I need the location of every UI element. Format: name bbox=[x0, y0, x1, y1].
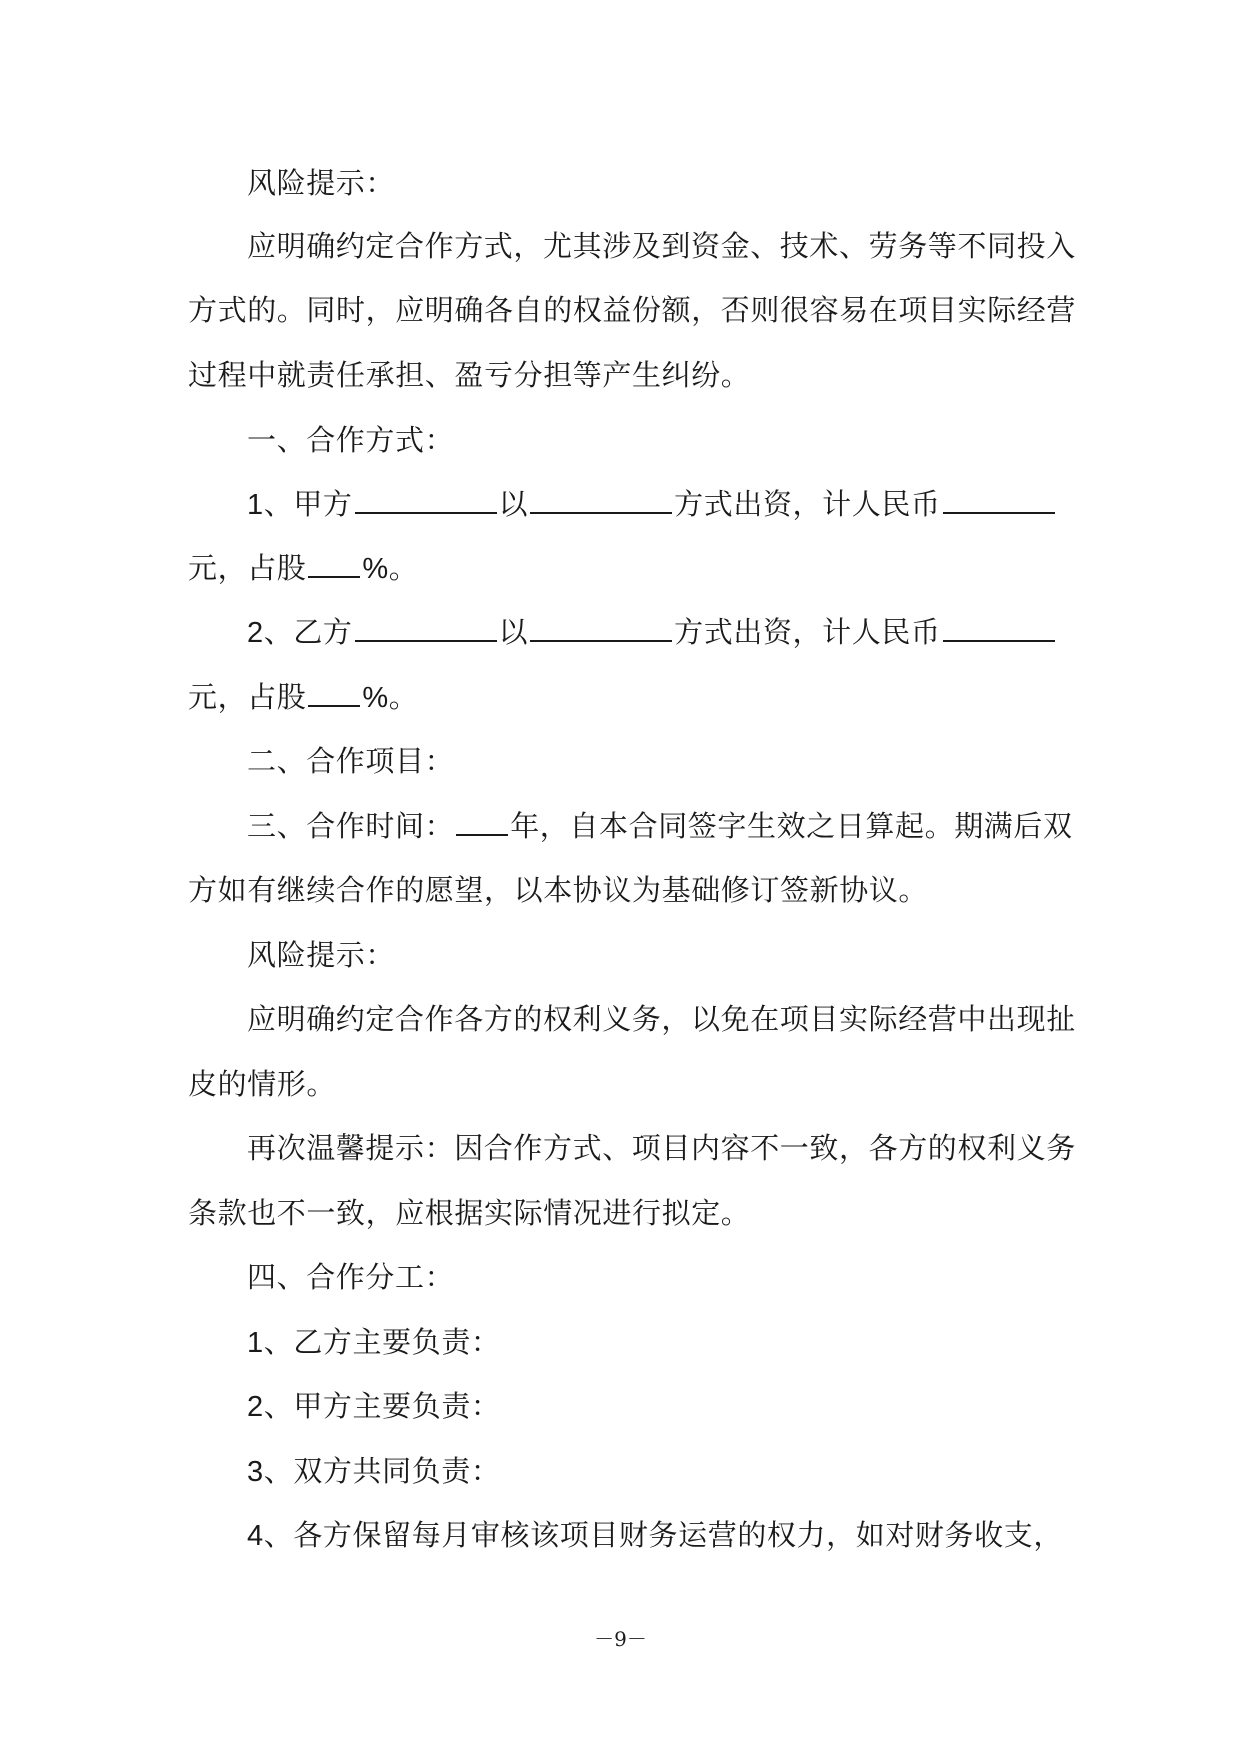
clause-text: 、乙方 bbox=[263, 615, 353, 649]
list-item bbox=[247, 1451, 501, 1492]
list-item-number: 3 bbox=[247, 1456, 264, 1488]
blank-underline bbox=[308, 552, 360, 578]
clause-text: 以 bbox=[498, 615, 529, 649]
blank-underline bbox=[355, 488, 497, 514]
clause-text: 以 bbox=[498, 487, 529, 521]
paragraph-line: 应明确约定合作方式，尤其涉及到资金、技术、劳务等不同投入 bbox=[247, 229, 1076, 263]
blank-underline bbox=[355, 616, 497, 642]
list-item-number: 4 bbox=[247, 1520, 264, 1552]
list-item bbox=[247, 1515, 1063, 1556]
paragraph-line: 过程中就责任承担、盈亏分担等产生纠纷。 bbox=[188, 358, 751, 392]
clause-text: 年，自本合同签字生效之日算起。期满后双 bbox=[510, 809, 1073, 843]
clause-text: 、甲方 bbox=[263, 487, 353, 521]
risk-tip-heading: 风险提示： bbox=[247, 938, 396, 972]
list-item bbox=[247, 1386, 501, 1427]
clause-text: 方式出资，计人民币 bbox=[674, 615, 941, 649]
section-heading: 二、合作项目： bbox=[247, 744, 455, 778]
clause-line bbox=[247, 612, 1057, 653]
paragraph-line: 再次温馨提示：因合作方式、项目内容不一致，各方的权利义务 bbox=[247, 1131, 1076, 1165]
clause-number: 2 bbox=[247, 617, 264, 649]
blank-underline bbox=[943, 488, 1055, 514]
list-item-text: 、双方共同负责： bbox=[263, 1454, 501, 1488]
clause-text: %。 bbox=[362, 553, 419, 585]
paragraph-line: 条款也不一致，应根据实际情况进行拟定。 bbox=[188, 1196, 751, 1230]
list-item-text: 、甲方主要负责： bbox=[263, 1389, 501, 1423]
clause-text: %。 bbox=[362, 682, 419, 714]
clause-text: 元，占股 bbox=[188, 551, 307, 585]
page-number: －9－ bbox=[594, 1627, 647, 1651]
blank-underline bbox=[308, 681, 360, 707]
clause-number: 1 bbox=[247, 489, 264, 521]
paragraph-line: 方如有继续合作的愿望，以本协议为基础修订签新协议。 bbox=[188, 873, 929, 907]
list-item-text: 、各方保留每月审核该项目财务运营的权力，如对财务收支， bbox=[263, 1518, 1063, 1552]
clause-line bbox=[188, 548, 418, 589]
clause-line bbox=[247, 484, 1057, 525]
blank-underline bbox=[943, 616, 1055, 642]
blank-underline bbox=[456, 810, 508, 836]
blank-underline bbox=[530, 488, 672, 514]
section-heading: 一、合作方式： bbox=[247, 423, 455, 457]
paragraph-line: 皮的情形。 bbox=[188, 1067, 337, 1101]
risk-tip-heading: 风险提示： bbox=[247, 166, 396, 200]
section-heading: 四、合作分工： bbox=[247, 1260, 455, 1294]
clause-text: 三、合作时间： bbox=[247, 809, 455, 843]
clause-line bbox=[188, 677, 418, 718]
clause-text: 元，占股 bbox=[188, 680, 307, 714]
list-item-number: 1 bbox=[247, 1327, 264, 1359]
clause-text: 方式出资，计人民币 bbox=[674, 487, 941, 521]
paragraph-line: 应明确约定合作各方的权利义务，以免在项目实际经营中出现扯 bbox=[247, 1002, 1076, 1036]
clause-line bbox=[247, 806, 1073, 846]
blank-underline bbox=[530, 616, 672, 642]
list-item-text: 、乙方主要负责： bbox=[263, 1325, 501, 1359]
list-item-number: 2 bbox=[247, 1391, 264, 1423]
list-item bbox=[247, 1322, 501, 1363]
paragraph-line: 方式的。同时，应明确各自的权益份额，否则很容易在项目实际经营 bbox=[188, 293, 1077, 327]
